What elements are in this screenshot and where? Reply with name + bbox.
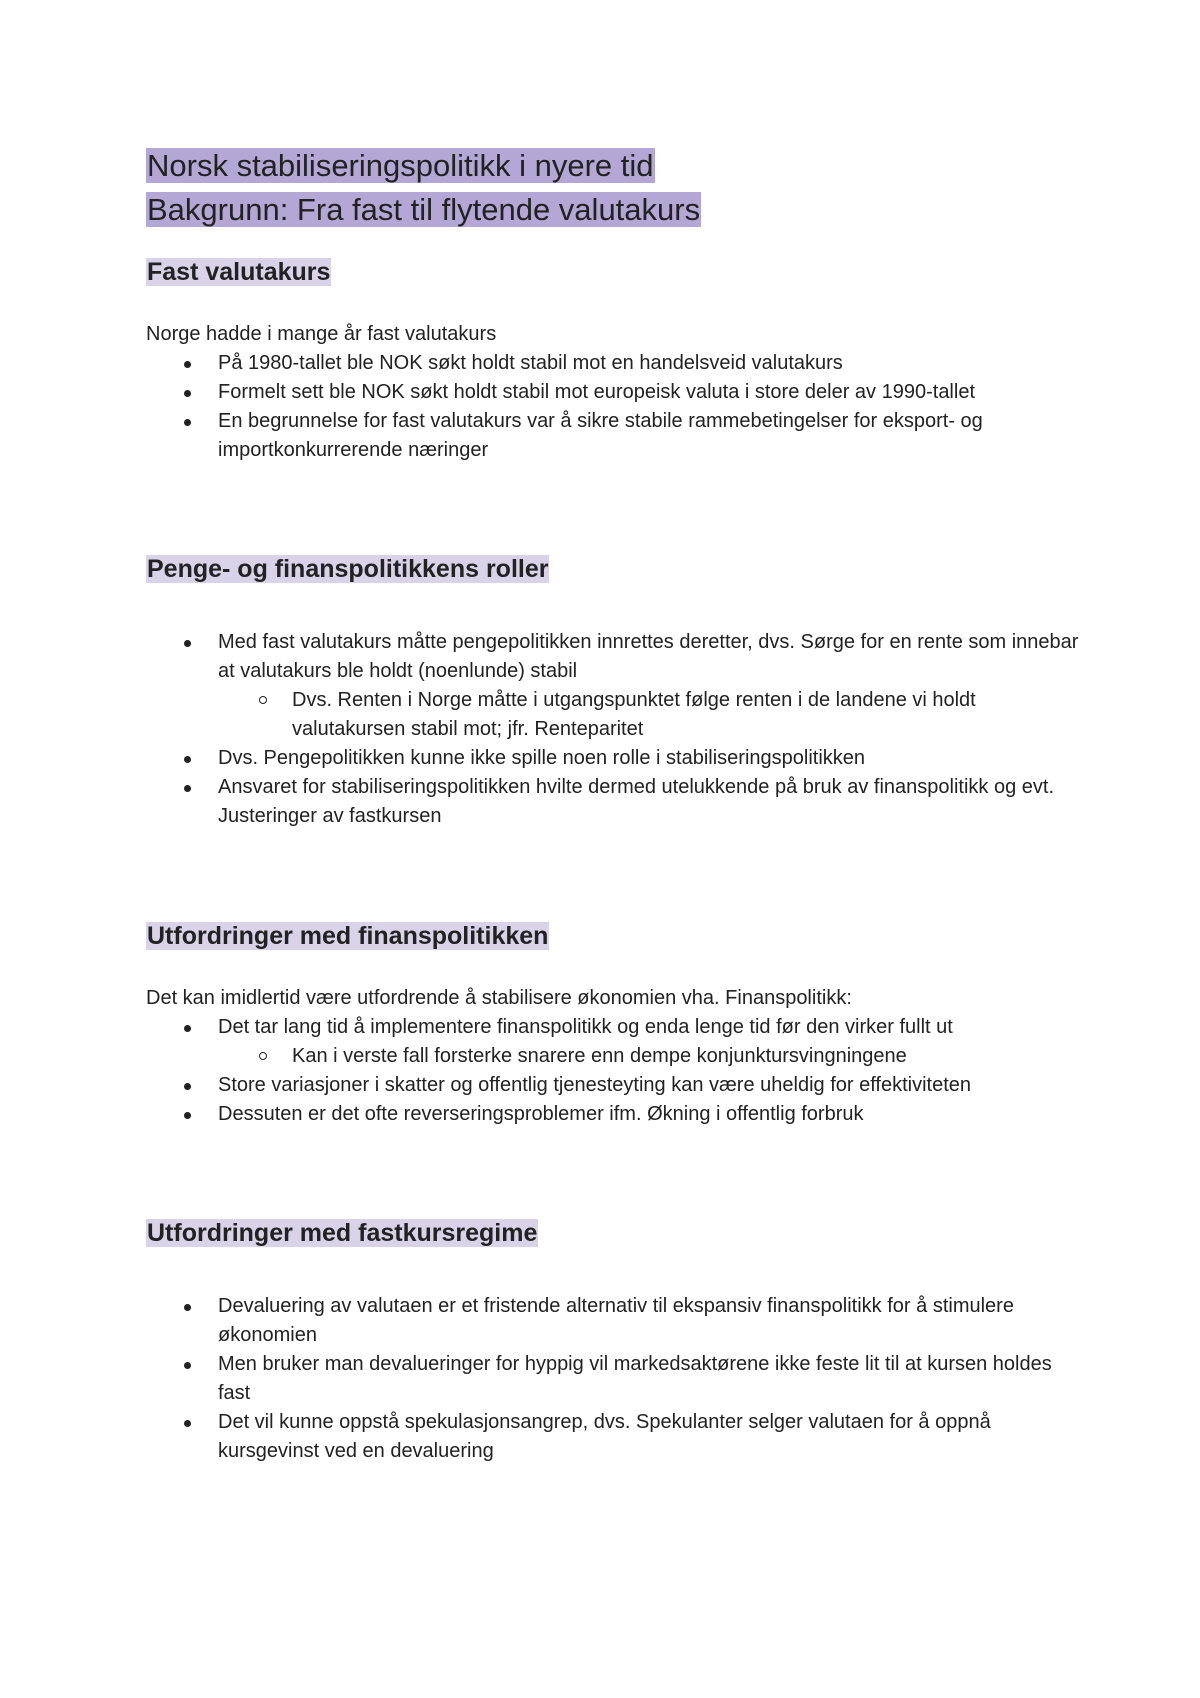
sub-bullet-list bbox=[218, 686, 1086, 744]
list-item: Devaluering av valutaen er et fristende alternativ til ekspansiv finanspolitikk for å stimulere økonomien bbox=[146, 1292, 1086, 1350]
list-item: På 1980-tallet ble NOK søkt holdt stabil mot en handelsveid valutakurs bbox=[146, 349, 1086, 378]
list-item: Store variasjoner i skatter og offentlig tjenesteyting kan være uheldig for effektiviteten bbox=[146, 1071, 1086, 1100]
section-heading: Penge- og finanspolitikkens roller bbox=[147, 555, 549, 583]
list-item: Dvs. Pengepolitikken kunne ikke spille noen rolle i stabiliseringspolitikken bbox=[146, 744, 1086, 773]
title-line-2: Bakgrunn: Fra fast til flytende valutakurs bbox=[147, 192, 701, 227]
sub-bullet-list bbox=[218, 1042, 1086, 1071]
list-item: Ansvaret for stabiliseringspolitikken hvilte dermed utelukkende på bruk av finanspolitikk og evt. Justeringer av fastkursen bbox=[146, 773, 1086, 831]
section-intro: Norge hadde i mange år fast valutakurs bbox=[146, 323, 497, 345]
sub-list-item: Kan i verste fall forsterke snarere enn dempe konjunktursvingningene bbox=[146, 1042, 1086, 1071]
section-fast-valutakurs bbox=[146, 254, 1086, 465]
bullet-list bbox=[146, 628, 1086, 831]
sub-list-item: Dvs. Renten i Norge måtte i utgangspunktet følge renten i de landene vi holdt valutakursen stabil mot; jfr. Renteparitet bbox=[146, 686, 1086, 744]
title-line-1: Norsk stabiliseringspolitikk i nyere tid bbox=[147, 148, 654, 183]
list-item: Formelt sett ble NOK søkt holdt stabil mot europeisk valuta i store deler av 1990-tallet bbox=[146, 378, 1086, 407]
section-penge-og-finanspolitikk bbox=[146, 551, 1086, 831]
list-item: Det vil kunne oppstå spekulasjonsangrep, dvs. Spekulanter selger valutaen for å oppnå kursgevinst ved en devaluering bbox=[146, 1408, 1086, 1466]
section-heading: Fast valutakurs bbox=[147, 258, 331, 286]
document-page bbox=[146, 144, 1086, 1466]
section-utfordringer-finanspolitikk bbox=[146, 918, 1086, 1129]
bullet-list bbox=[146, 1013, 1086, 1129]
list-item: En begrunnelse for fast valutakurs var å sikre stabile rammebetingelser for eksport- og importkonkurrerende næringer bbox=[146, 407, 1086, 465]
bullet-list bbox=[146, 349, 1086, 465]
document-title bbox=[146, 144, 1086, 232]
list-item: Men bruker man devalueringer for hyppig vil markedsaktørene ikke feste lit til at kursen holdes fast bbox=[146, 1350, 1086, 1408]
list-item bbox=[146, 628, 1086, 744]
section-utfordringer-fastkursregime bbox=[146, 1215, 1086, 1466]
list-item bbox=[146, 1013, 1086, 1071]
section-heading: Utfordringer med fastkursregime bbox=[147, 1219, 538, 1247]
list-item-text: Det tar lang tid å implementere finanspolitikk og enda lenge tid før den virker fullt ut bbox=[218, 1016, 953, 1038]
list-item-text: Med fast valutakurs måtte pengepolitikken innrettes deretter, dvs. Sørge for en rente som innebar at valutakurs ble holdt (noenlunde) stabil bbox=[218, 631, 1079, 682]
list-item: Dessuten er det ofte reverseringsproblemer ifm. Økning i offentlig forbruk bbox=[146, 1100, 1086, 1129]
section-intro: Det kan imidlertid være utfordrende å stabilisere økonomien vha. Finanspolitikk: bbox=[146, 987, 852, 1009]
section-heading: Utfordringer med finanspolitikken bbox=[147, 922, 549, 950]
bullet-list bbox=[146, 1292, 1086, 1466]
